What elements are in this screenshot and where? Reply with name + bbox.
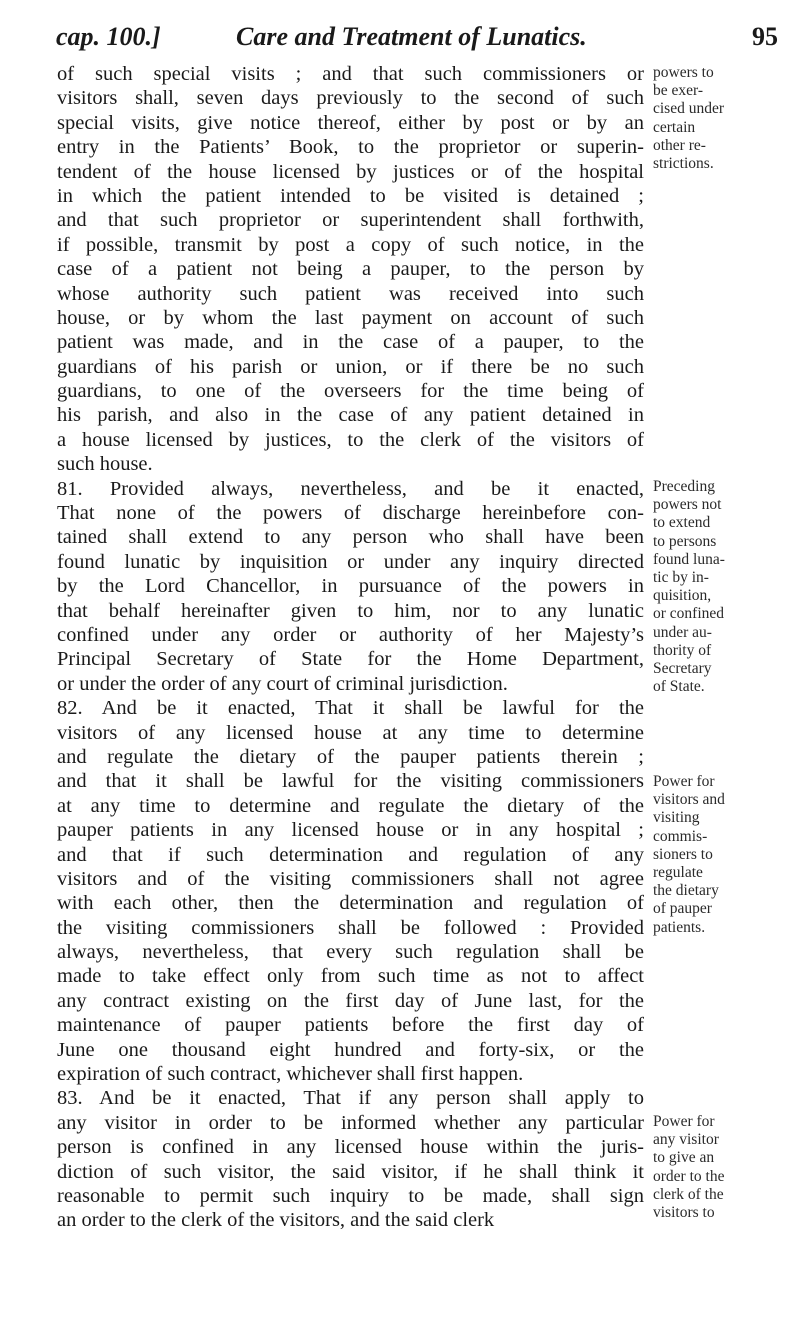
text-line: visitors and of the visiting commissioners shall not agree bbox=[57, 867, 644, 890]
text-line: That none of the powers of discharge hereinbefore con- bbox=[57, 502, 644, 525]
text-line: house, or by whom the last payment on account of such bbox=[57, 306, 644, 329]
margin-note-line: visiting bbox=[653, 809, 700, 827]
text-line: and that it shall be lawful for the visiting commissioners bbox=[57, 770, 644, 793]
margin-note-line: to give an bbox=[653, 1149, 715, 1167]
text-line: if possible, transmit by post a copy of such notice, in the bbox=[57, 233, 644, 256]
body-text bbox=[57, 62, 644, 1233]
text-line: tained shall extend to any person who shall have been bbox=[57, 526, 644, 549]
text-line: special visits, give notice thereof, either by post or by an bbox=[57, 111, 644, 134]
margin-note-line: clerk of the bbox=[653, 1185, 724, 1203]
margin-note-preceding-powers bbox=[653, 478, 783, 696]
text-line: entry in the Patients’ Book, to the proprietor or superin- bbox=[57, 136, 644, 159]
text-line: visitors of any licensed house at any time to determine bbox=[57, 721, 644, 744]
margin-note-line: cised under bbox=[653, 100, 725, 118]
text-line: and that such proprietor or superintendent shall forthwith, bbox=[57, 209, 644, 232]
text-line: in which the patient intended to be visited is detained ; bbox=[57, 184, 644, 207]
text-line: with each other, then the determination and regulation of bbox=[57, 892, 644, 915]
text-line: any visitor in order to be informed whether any particular bbox=[57, 1111, 644, 1134]
text-line: a house licensed by justices, to the clerk of the visitors of bbox=[57, 428, 644, 451]
margin-note-line: of pauper bbox=[653, 900, 712, 918]
text-line: patient was made, and in the case of a pauper, to the bbox=[57, 331, 644, 354]
margin-note-line: other re- bbox=[653, 136, 706, 154]
text-line: an order to the clerk of the visitors, and the said clerk bbox=[57, 1209, 495, 1232]
text-line: guardians, to one of the overseers for the time being of bbox=[57, 380, 644, 403]
text-line: guardians of his parish or union, or if there be no such bbox=[57, 355, 644, 378]
running-head bbox=[56, 18, 778, 58]
text-line: his parish, and also in the case of any patient detained in bbox=[57, 404, 644, 427]
margin-note-line: the dietary bbox=[653, 882, 719, 900]
text-line: found lunatic by inquisition or under any inquiry directed bbox=[57, 550, 644, 573]
text-line: expiration of such contract, whichever shall first happen. bbox=[57, 1063, 524, 1086]
margin-note-powers-exercised bbox=[653, 64, 783, 173]
text-line: any contract existing on the first day of June last, for the bbox=[57, 989, 644, 1012]
margin-note-order-to-clerk bbox=[653, 1113, 783, 1222]
margin-note-line: sioners to bbox=[653, 845, 713, 863]
page-number: 95 bbox=[752, 22, 778, 51]
text-line: maintenance of pauper patients before the first day of bbox=[57, 1014, 644, 1037]
text-line: made to take effect only from such time as not to affect bbox=[57, 965, 644, 988]
text-line: person is confined in any licensed house within the juris- bbox=[57, 1136, 644, 1159]
margin-note-line: commis- bbox=[653, 827, 708, 845]
text-line: 83. And be it enacted, That if any person shall apply to bbox=[57, 1087, 644, 1110]
text-line: diction of such visitor, the said visitor, if he shall think it bbox=[57, 1160, 644, 1183]
margin-note-line: Secretary bbox=[653, 659, 712, 677]
text-line: the visiting commissioners shall be followed : Provided bbox=[57, 916, 644, 939]
text-line: visitors shall, seven days previously to the second of such bbox=[57, 87, 644, 110]
margin-note-line: of State. bbox=[653, 678, 705, 696]
margin-note-line: to extend bbox=[653, 514, 711, 532]
text-line: and that if such determination and regulation of any bbox=[57, 843, 644, 866]
margin-note-line: order to the bbox=[653, 1167, 725, 1185]
margin-note-line: certain bbox=[653, 118, 696, 136]
text-line: by the Lord Chancellor, in pursuance of the powers in bbox=[57, 575, 644, 598]
margin-note-line: to persons bbox=[653, 532, 717, 550]
text-line: always, nevertheless, that every such regulation shall be bbox=[57, 941, 644, 964]
margin-note-line: or confined bbox=[653, 605, 725, 623]
text-line: at any time to determine and regulate the dietary of the bbox=[57, 794, 644, 817]
margin-note-dietary bbox=[653, 773, 783, 937]
text-line: Principal Secretary of State for the Home Department, bbox=[57, 648, 644, 671]
margin-note-line: thority of bbox=[653, 641, 712, 659]
margin-note-line: powers to bbox=[653, 64, 714, 81]
margin-note-line: patients. bbox=[653, 918, 706, 936]
text-line: pauper patients in any licensed house or in any hospital ; bbox=[57, 819, 644, 842]
margin-note-line: Power for bbox=[653, 1113, 715, 1130]
margin-note-line: any visitor bbox=[653, 1131, 719, 1149]
chapter-reference: cap. 100.] bbox=[56, 22, 161, 51]
text-line: case of a patient not being a pauper, to the person by bbox=[57, 258, 644, 281]
margin-note-line: quisition, bbox=[653, 587, 712, 605]
text-line: confined under any order or authority of her Majesty’s bbox=[57, 623, 644, 646]
margin-note-line: visitors and bbox=[653, 791, 725, 809]
text-line: June one thousand eight hundred and forty-six, or the bbox=[57, 1038, 644, 1061]
text-line: that behalf hereinafter given to him, nor to any lunatic bbox=[57, 599, 644, 622]
margin-note-line: Preceding bbox=[653, 478, 715, 495]
margin-note-line: be exer- bbox=[653, 82, 704, 100]
text-line: reasonable to permit such inquiry to be made, shall sign bbox=[57, 1184, 644, 1207]
text-line: of such special visits ; and that such commissioners or bbox=[57, 63, 644, 85]
margin-note-line: under au- bbox=[653, 623, 712, 641]
margin-note-line: powers not bbox=[653, 496, 722, 514]
text-line: 81. Provided always, nevertheless, and be it enacted, bbox=[57, 477, 644, 500]
margin-note-line: strictions. bbox=[653, 154, 714, 172]
running-title: Care and Treatment of Lunatics. bbox=[236, 22, 587, 51]
text-line: or under the order of any court of criminal jurisdiction. bbox=[57, 672, 508, 695]
text-line: tendent of the house licensed by justices or of the hospital bbox=[57, 160, 644, 183]
margin-note-line: found luna- bbox=[653, 550, 725, 568]
text-line: and regulate the dietary of the pauper patients therein ; bbox=[57, 745, 644, 768]
margin-note-line: regulate bbox=[653, 863, 703, 881]
margin-note-line: Power for bbox=[653, 773, 715, 790]
text-line: such house. bbox=[57, 453, 153, 476]
text-line: 82. And be it enacted, That it shall be lawful for the bbox=[57, 697, 644, 720]
margin-note-line: tic by in- bbox=[653, 568, 709, 586]
margin-note-line: visitors to bbox=[653, 1203, 715, 1221]
text-line: whose authority such patient was received into such bbox=[57, 282, 644, 305]
